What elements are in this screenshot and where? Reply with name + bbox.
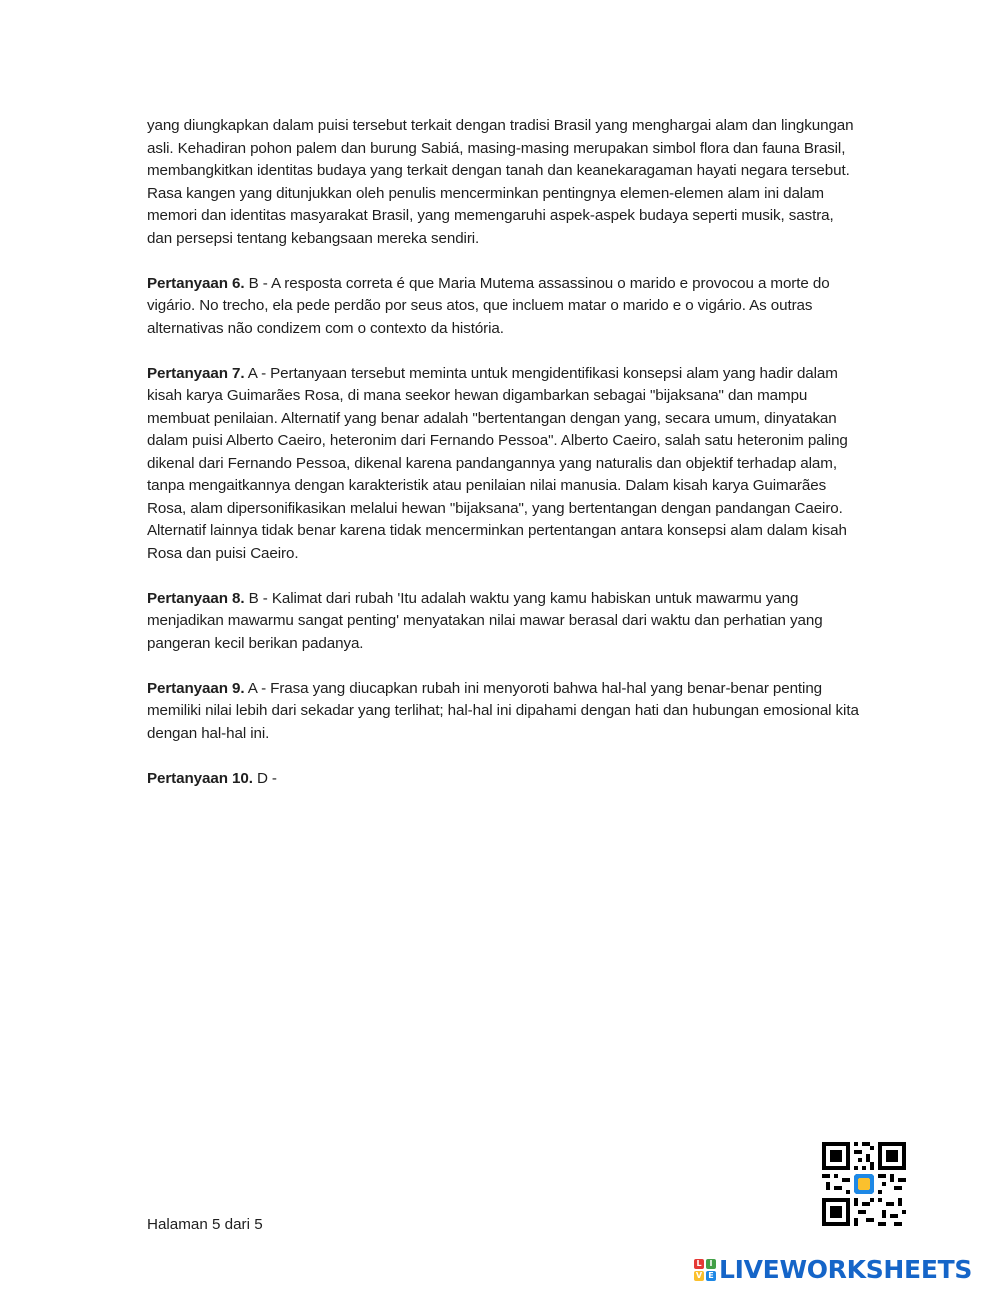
page-number: Halaman 5 dari 5	[147, 1216, 263, 1233]
logo-tile: I	[706, 1259, 716, 1269]
liveworksheets-logo[interactable]	[694, 1255, 972, 1285]
answer-10	[147, 768, 859, 791]
answer-7-text: A - Pertanyaan tersebut meminta untuk mengidentifikasi konsepsi alam yang hadir dalam kisah karya Guimarães Rosa, di mana seekor hewan digambarkan sebagai "bijaksana" dan mampu membuat penilaian. Alternatif yang benar adalah "bertentangan dengan yang, secara umum, dinyatakan dalam puisi Alberto Caeiro, heteronim dari Fernando Pessoa". Alberto Caeiro, salah satu heteronim paling dikenal dari Fernando Pessoa, dikenal karena pandangannya yang naturalis dan objektif terhadap alam, tanpa mengaitkannya dengan karakteristik atau penilaian nilai manusia. Dalam kisah karya Guimarães Rosa, alam dipersonifikasikan melalui hewan "bijaksana", yang bertentangan dengan pandangan Caeiro. Alternatif lainnya tidak benar karena tidak mencerminkan pertentangan antara konsepsi alam dalam kisah Rosa dan puisi Caeiro.	[147, 364, 848, 562]
answer-6	[147, 273, 859, 341]
answer-10-text: D -	[252, 769, 277, 787]
answer-9-text: A - Frasa yang diucapkan rubah ini menyoroti bahwa hal-hal yang benar-benar penting memiliki nilai lebih dari sekadar yang terlihat; hal-hal ini dipahami dengan hati dan hubungan emosional kita dengan hal-hal ini.	[147, 679, 859, 742]
logo-tile: E	[706, 1271, 716, 1281]
answer-9	[147, 678, 859, 746]
answer-6-label: Pertanyaan 6.	[147, 274, 245, 292]
answer-8-label: Pertanyaan 8.	[147, 589, 245, 607]
logo-tiles-icon	[694, 1259, 716, 1281]
brand-name: LIVEWORKSHEETS	[719, 1255, 973, 1284]
answer-7	[147, 363, 859, 566]
logo-tile: V	[695, 1271, 703, 1280]
answer-7-label: Pertanyaan 7.	[147, 364, 245, 382]
logo-tile: L	[694, 1259, 704, 1269]
answer-6-text: B - A resposta correta é que Maria Mutema assassinou o marido e provocou a morte do vigário. No trecho, ela pede perdão por seus atos, que incluem matar o marido e o vigário. As outras alternativas não condizem com o contexto da história.	[147, 274, 830, 337]
answer-10-label: Pertanyaan 10.	[147, 769, 253, 787]
answer-8-text: B - Kalimat dari rubah 'Itu adalah waktu yang kamu habiskan untuk mawarmu yang menjadikan mawarmu sangat penting' menyatakan nilai mawar berasal dari waktu dan perhatian yang pangeran kecil berikan padanya.	[147, 589, 823, 652]
document-body	[147, 115, 859, 813]
answer-9-label: Pertanyaan 9.	[147, 679, 245, 697]
qr-code-icon[interactable]	[822, 1142, 906, 1226]
intro-paragraph: yang diungkapkan dalam puisi tersebut terkait dengan tradisi Brasil yang menghargai alam dan lingkungan asli. Kehadiran pohon palem dan burung Sabiá, masing-masing merupakan simbol flora dan fauna Brasil, membangkitkan identitas budaya yang terkait dengan tanah dan keanekaragaman hayati negara tersebut. Rasa kangen yang ditunjukkan oleh penulis mencerminkan pentingnya elemen-elemen alam ini dalam memori dan identitas masyarakat Brasil, yang memengaruhi aspek-aspek budaya seperti musik, sastra, dan persepsi tentang kebangsaan mereka sendiri.	[147, 117, 854, 247]
answer-8	[147, 588, 859, 656]
